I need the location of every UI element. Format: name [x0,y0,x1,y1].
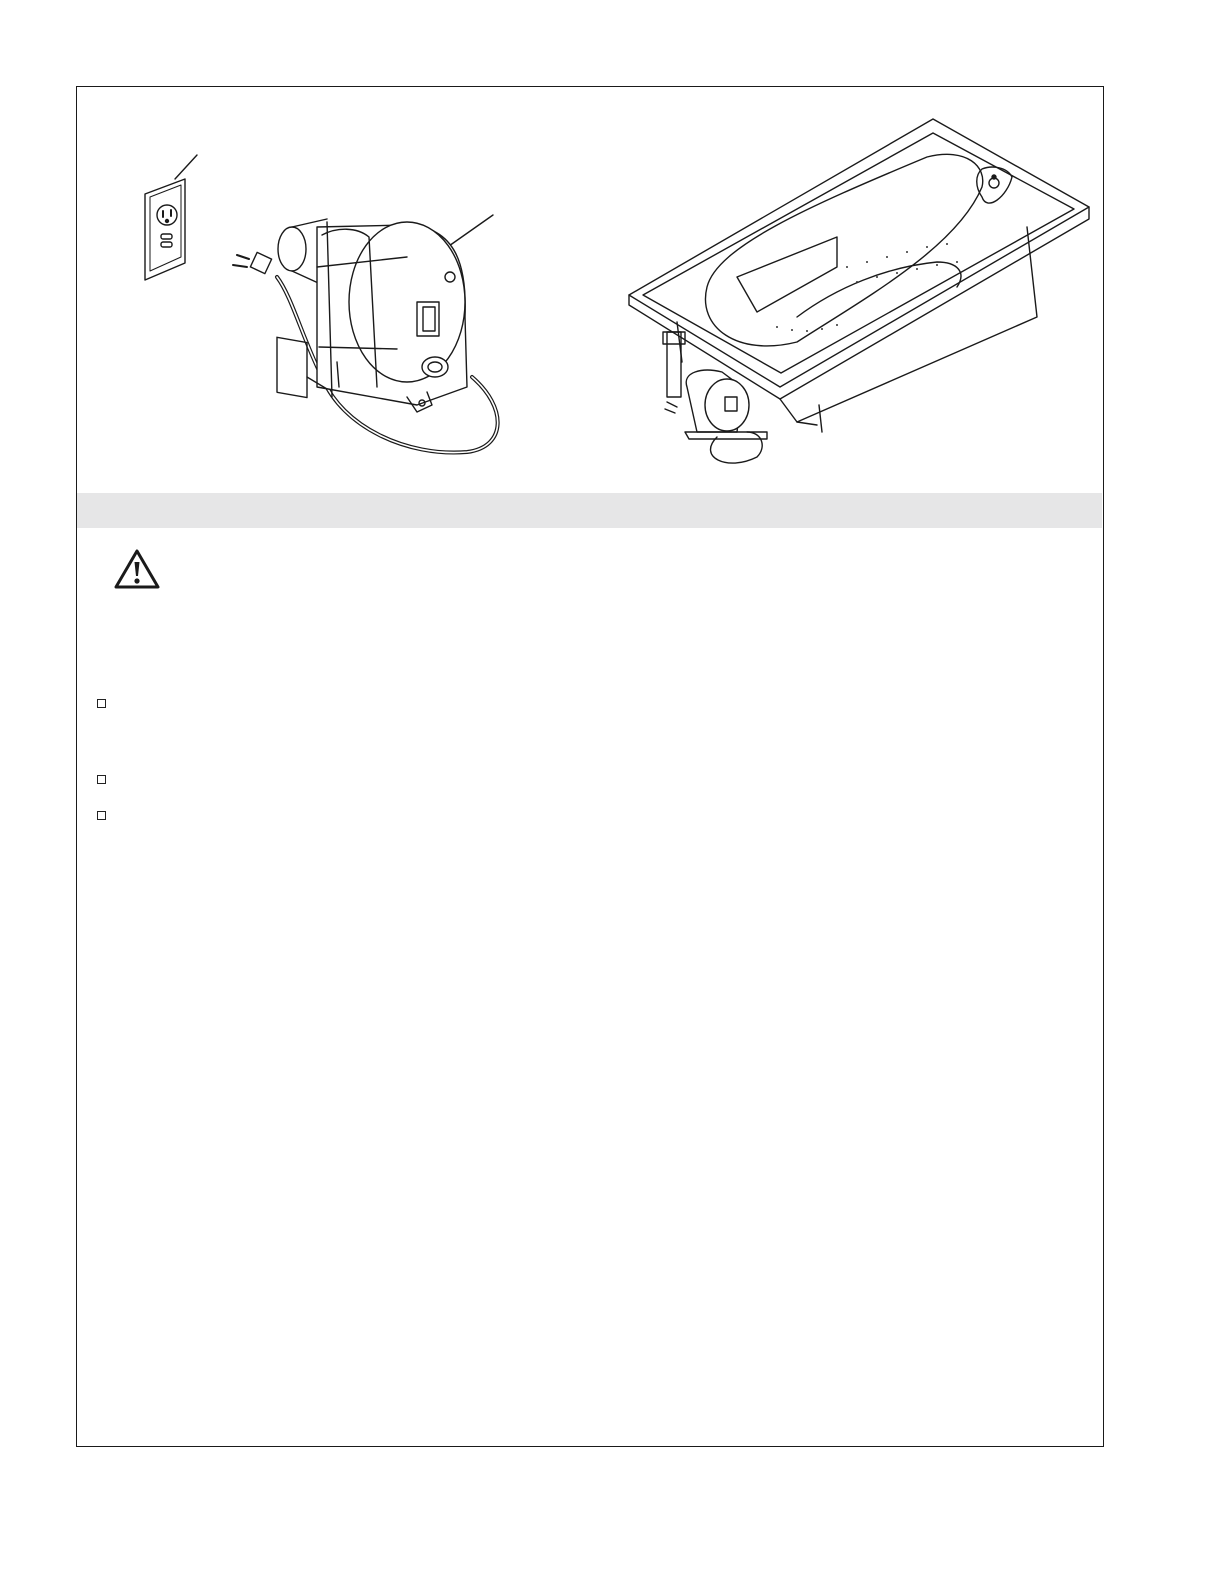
checkbox[interactable] [97,775,106,784]
checkbox[interactable] [97,699,106,708]
page-frame [76,86,1104,1447]
section-header-band [77,493,1102,528]
outlet-plate [145,179,185,280]
bath-rim [629,119,1089,387]
blower-drawing [233,215,498,453]
wall-outlet-drawing [145,155,197,280]
outlet-callout-line [175,155,197,179]
bath-drawing [629,119,1089,463]
warning-triangle-icon [113,547,161,591]
product-illustration [77,87,1102,492]
checkbox[interactable] [97,811,106,820]
illustration-svg [77,87,1102,492]
